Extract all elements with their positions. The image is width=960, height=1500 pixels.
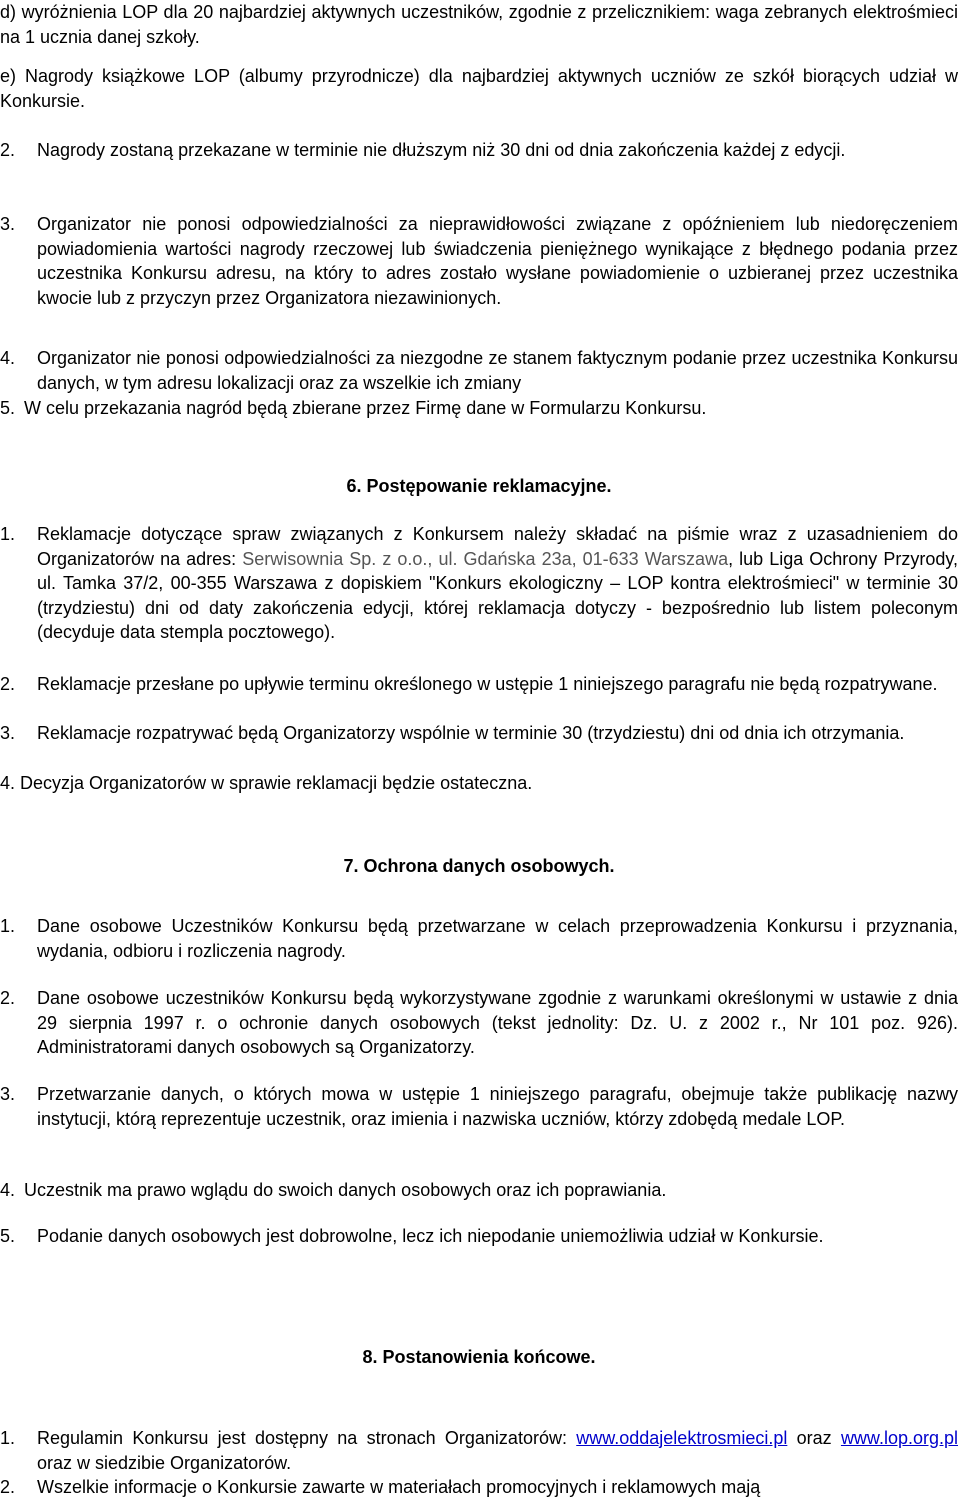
list-item <box>0 1475 958 1500</box>
list-item <box>0 1426 958 1475</box>
list-item <box>0 1082 958 1131</box>
item-number: 2. <box>0 140 16 160</box>
item-text: oraz w siedzibie Organizatorów. <box>37 1452 292 1473</box>
item-text: Organizator nie ponosi odpowiedzialności za niezgodne ze stanem faktycznym podanie przez uczestnika Konkursu danych, w tym adresu lokalizacji oraz za wszelkie ich zmiany <box>37 348 958 393</box>
item-text: Wszelkie informacje o Konkursie zawarte w materiałach promocyjnych i reklamowych mają <box>37 1477 761 1497</box>
item-text: Podanie danych osobowych jest dobrowolne, lecz ich niepodanie uniemożliwia udział w Konkursie. <box>37 1226 824 1246</box>
item-text: oraz <box>787 1428 841 1448</box>
item-text: Dane osobowe uczestników Konkursu będą wykorzystywane zgodnie z warunkami określonymi w ustawie z dnia 29 sierpnia 1997 r. o ochronie danych osobowych (tekst jednolity: Dz. U. z 2002 r., Nr 101 poz. 926). Administratorami danych osobowych są Organizatorzy. <box>37 988 958 1057</box>
item-text: , lub Liga Ochrony Przyrody, ul. Tamka 37/2, 00-355 Warszawa z dopiskiem "Konkurs ekologiczny – LOP kontra elektrośmieci" w terminie 30 (trzydziestu) dni od daty zakończenia edycji, której reklamacja dotyczy - bezpośrednio lub listem poleconym (decyduje data stempla pocztowego). <box>37 548 959 642</box>
list-item <box>0 721 958 746</box>
item-text: Organizator nie ponosi odpowiedzialności za nieprawidłowości związane z opóźnieniem lub niedoręczeniem powiadomienia wartości nagrody rzeczowej lub świadczenia pieniężnego wynikające z błędnego podania przez uczestnika Konkursu adresu, na który to adres zostało wysłane powiadomienie o uzbieranej przez uczestnika kwocie lub z przyczyn przez Organizatora niezawinionych. <box>37 214 958 308</box>
item-text: Dane osobowe Uczestników Konkursu będą przetwarzane w celach przeprowadzenia Konkursu i przyznania, wydania, odbioru i rozliczenia nagrody. <box>37 916 958 961</box>
item-number: 1. <box>0 916 16 936</box>
link-oddajelektrosmieci[interactable]: www.oddajelektrosmieci.pl <box>576 1428 788 1448</box>
list-item <box>0 672 958 697</box>
item-text: Decyzja Organizatorów w sprawie reklamacji będzie ostateczna. <box>20 773 533 793</box>
item-number: 3. <box>0 723 16 743</box>
item-number: 5. <box>0 398 16 418</box>
item-number: 3. <box>0 214 16 234</box>
item-number: 4. <box>0 1180 16 1200</box>
item-text: Reklamacje dotyczące spraw związanych z Konkursem należy składać na piśmie wraz z uzasadnieniem do Organizatorów na adres: <box>37 524 958 569</box>
list-item <box>0 346 958 395</box>
item-text: Przetwarzanie danych, o których mowa w ustępie 1 niniejszego paragrafu, obejmuje także publikację nazwy instytucji, którą reprezentuje uczestnik, oraz imienia i nazwiska uczniów, którzy zdobędą medale LOP. <box>37 1084 958 1129</box>
address-text: Serwisownia Sp. z o.o., ul. Gdańska 23a, 01-633 Warszawa <box>242 548 729 569</box>
item-number: 2. <box>0 988 16 1008</box>
item-number: 2. <box>0 674 16 694</box>
list-item <box>0 1224 958 1249</box>
section-heading: 7. Ochrona danych osobowych. <box>343 856 615 876</box>
list-item <box>0 396 958 421</box>
list-item <box>0 986 958 1060</box>
list-item <box>0 1178 958 1203</box>
link-lop[interactable]: www.lop.org.pl <box>840 1428 958 1448</box>
item-text: Nagrody zostaną przekazane w terminie nie dłuższym niż 30 dni od dnia zakończenia każdej z edycji. <box>37 140 846 160</box>
item-text: W celu przekazania nagród będą zbierane przez Firmę dane w Formularzu Konkursu. <box>24 398 707 418</box>
item-number: 1. <box>0 524 16 544</box>
section-heading: 6. Postępowanie reklamacyjne. <box>346 476 612 496</box>
item-text: Uczestnik ma prawo wglądu do swoich danych osobowych oraz ich poprawiania. <box>24 1180 667 1200</box>
item-number: 4. <box>0 773 16 793</box>
item-text: Regulamin Konkursu jest dostępny na stronach Organizatorów: <box>37 1428 577 1448</box>
paragraph-d: d) wyróżnienia LOP dla 20 najbardziej aktywnych uczestników, zgodnie z przelicznikiem: waga zebranych elektrośmieci na 1 ucznia danej szkoły. <box>0 2 958 47</box>
item-number: 3. <box>0 1084 16 1104</box>
paragraph-e: e) Nagrody książkowe LOP (albumy przyrodnicze) dla najbardziej aktywnych uczniów ze szkół biorących udział w Konkursie. <box>0 66 958 111</box>
list-item <box>0 914 958 963</box>
item-number: 5. <box>0 1226 16 1246</box>
list-item <box>0 138 958 163</box>
item-number: 2. <box>0 1477 16 1497</box>
item-text: Reklamacje rozpatrywać będą Organizatorzy wspólnie w terminie 30 (trzydziestu) dni od dnia ich otrzymania. <box>37 723 905 743</box>
item-number: 4. <box>0 348 16 368</box>
list-item <box>0 212 958 310</box>
section-heading: 8. Postanowienia końcowe. <box>362 1347 596 1367</box>
list-item <box>0 522 958 645</box>
item-text: Reklamacje przesłane po upływie terminu określonego w ustępie 1 niniejszego paragrafu nie będą rozpatrywane. <box>37 674 938 694</box>
item-number: 1. <box>0 1428 16 1448</box>
list-item <box>0 771 958 796</box>
